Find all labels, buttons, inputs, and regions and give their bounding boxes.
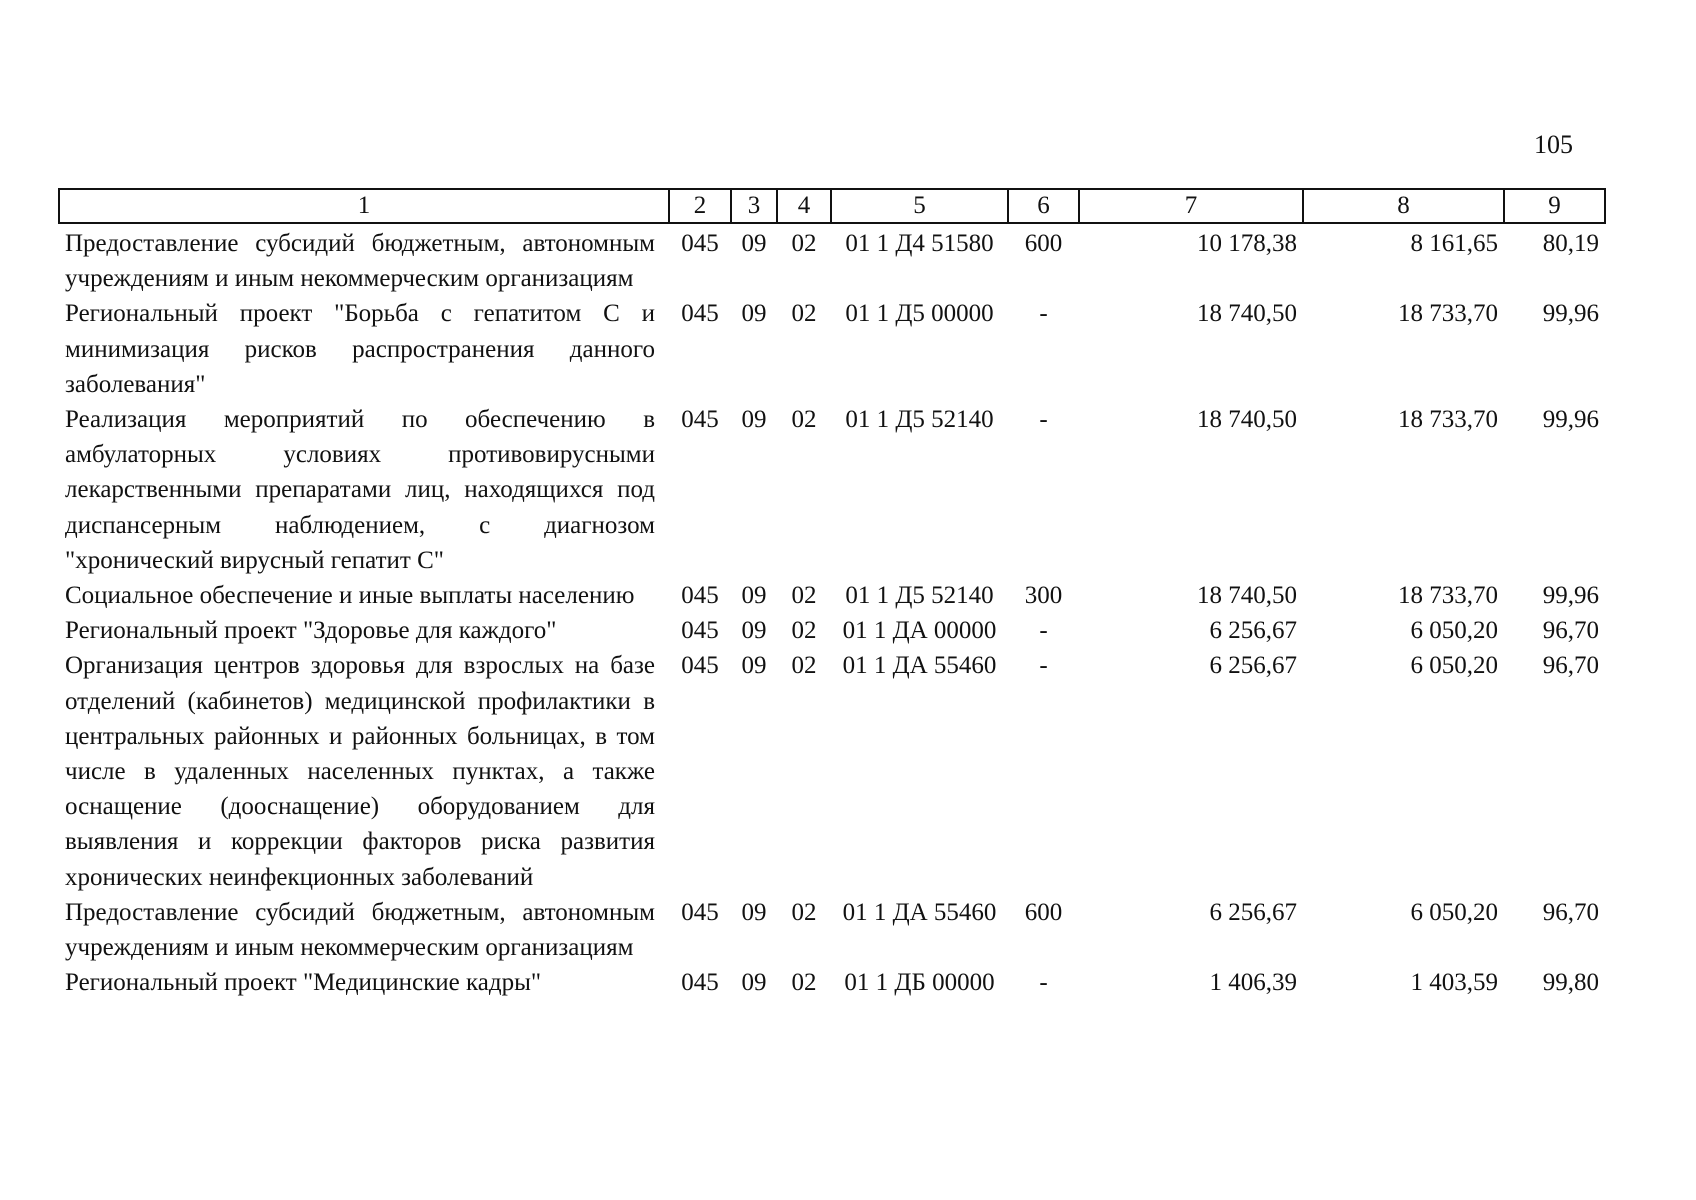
cell-section: 09 — [741, 969, 767, 997]
budget-table — [58, 188, 1606, 1000]
cell-ministry-code: 045 — [681, 300, 719, 328]
cell-subsection: 02 — [791, 969, 817, 997]
cell-section: 09 — [741, 406, 767, 434]
column-header: 1 — [59, 189, 669, 223]
table-row — [59, 648, 1605, 894]
cell-executed: 8 161,65 — [1410, 230, 1498, 257]
row-name: Региональный проект "Медицинские кадры" — [65, 969, 542, 997]
cell-expense-type: - — [1039, 652, 1048, 680]
cell-subsection: 02 — [791, 652, 817, 680]
cell-expense-type: - — [1039, 300, 1048, 328]
cell-percent: 96,70 — [1542, 898, 1599, 926]
table-row — [59, 895, 1605, 965]
cell-section: 09 — [741, 898, 767, 926]
cell-percent: 99,96 — [1542, 300, 1599, 328]
table-row — [59, 223, 1605, 296]
cell-expense-type: - — [1039, 406, 1048, 434]
cell-expense-type: 600 — [1024, 230, 1063, 257]
cell-target-article: 01 1 ДА 55460 — [842, 898, 997, 926]
cell-ministry-code: 045 — [681, 406, 719, 434]
row-name: Социальное обеспечение и иные выплаты населению — [65, 582, 635, 610]
column-header: 7 — [1079, 189, 1303, 223]
table-row — [59, 578, 1605, 613]
cell-subsection: 02 — [791, 617, 817, 645]
cell-target-article: 01 1 Д5 52140 — [845, 406, 994, 434]
cell-ministry-code: 045 — [681, 652, 719, 680]
cell-target-article: 01 1 Д5 00000 — [845, 300, 994, 328]
table-row — [59, 402, 1605, 578]
cell-subsection: 02 — [791, 898, 817, 926]
cell-planned: 1 406,39 — [1209, 969, 1297, 997]
cell-ministry-code: 045 — [681, 969, 719, 997]
cell-ministry-code: 045 — [681, 230, 719, 257]
cell-percent: 99,96 — [1542, 582, 1599, 610]
cell-section: 09 — [741, 230, 767, 257]
cell-percent: 96,70 — [1542, 652, 1599, 680]
cell-ministry-code: 045 — [681, 582, 719, 610]
cell-target-article: 01 1 Д5 52140 — [845, 582, 994, 610]
cell-executed: 6 050,20 — [1410, 652, 1498, 680]
row-name: Реализация мероприятий по обеспечению в амбулаторных условиях противовирусными лекарственными препаратами лиц, находящихся под диспансерным наблюдением, с диагнозом "хронический вирусный гепатит С" — [65, 406, 655, 574]
cell-percent: 80,19 — [1542, 230, 1599, 257]
row-name: Предоставление субсидий бюджетным, автономным учреждениям и иным некоммерческим организациям — [65, 230, 655, 293]
cell-planned: 18 740,50 — [1197, 300, 1297, 328]
cell-executed: 6 050,20 — [1410, 617, 1498, 645]
cell-planned: 18 740,50 — [1197, 582, 1297, 610]
cell-target-article: 01 1 ДА 55460 — [842, 652, 997, 680]
cell-subsection: 02 — [791, 582, 817, 610]
row-name: Региональный проект "Борьба с гепатитом С и минимизация рисков распространения данного заболевания" — [65, 300, 655, 398]
cell-planned: 18 740,50 — [1197, 406, 1297, 434]
cell-planned: 10 178,38 — [1197, 230, 1297, 257]
column-header: 6 — [1008, 189, 1079, 223]
cell-percent: 99,80 — [1542, 969, 1599, 997]
cell-section: 09 — [741, 617, 767, 645]
page-number: 105 — [1534, 130, 1573, 159]
table-header-row — [59, 189, 1605, 223]
cell-percent: 99,96 — [1542, 406, 1599, 434]
cell-executed: 18 733,70 — [1398, 406, 1498, 434]
cell-ministry-code: 045 — [681, 617, 719, 645]
cell-section: 09 — [741, 652, 767, 680]
cell-expense-type: - — [1039, 969, 1048, 997]
cell-target-article: 01 1 ДА 00000 — [842, 617, 997, 645]
column-header: 4 — [777, 189, 831, 223]
cell-executed: 18 733,70 — [1398, 582, 1498, 610]
cell-planned: 6 256,67 — [1209, 898, 1297, 926]
table-row — [59, 965, 1605, 1000]
column-header: 9 — [1504, 189, 1605, 223]
cell-executed: 1 403,59 — [1410, 969, 1498, 997]
cell-expense-type: 600 — [1024, 898, 1063, 926]
column-header: 8 — [1303, 189, 1504, 223]
cell-subsection: 02 — [791, 230, 817, 257]
cell-target-article: 01 1 ДБ 00000 — [844, 969, 995, 997]
cell-percent: 96,70 — [1542, 617, 1599, 645]
cell-subsection: 02 — [791, 300, 817, 328]
cell-executed: 6 050,20 — [1410, 898, 1498, 926]
column-header: 2 — [669, 189, 731, 223]
row-name: Региональный проект "Здоровье для каждого" — [65, 617, 557, 645]
row-name: Организация центров здоровья для взрослых на базе отделений (кабинетов) медицинской профилактики в центральных районных и районных больницах, в том числе в удаленных населенных пунктах, а также оснащение (дооснащение) оборудованием для выявления и коррекции факторов риска развития хронических неинфекционных заболеваний — [65, 652, 655, 891]
cell-subsection: 02 — [791, 406, 817, 434]
cell-planned: 6 256,67 — [1209, 617, 1297, 645]
cell-planned: 6 256,67 — [1209, 652, 1297, 680]
cell-section: 09 — [741, 300, 767, 328]
cell-expense-type: - — [1039, 617, 1048, 645]
column-header: 5 — [831, 189, 1008, 223]
cell-ministry-code: 045 — [681, 898, 719, 926]
table-row — [59, 613, 1605, 648]
row-name: Предоставление субсидий бюджетным, автономным учреждениям и иным некоммерческим организациям — [65, 898, 655, 962]
table-row — [59, 296, 1605, 402]
cell-target-article: 01 1 Д4 51580 — [845, 230, 994, 257]
cell-section: 09 — [741, 582, 767, 610]
cell-executed: 18 733,70 — [1398, 300, 1498, 328]
column-header: 3 — [731, 189, 777, 223]
cell-expense-type: 300 — [1024, 582, 1063, 610]
